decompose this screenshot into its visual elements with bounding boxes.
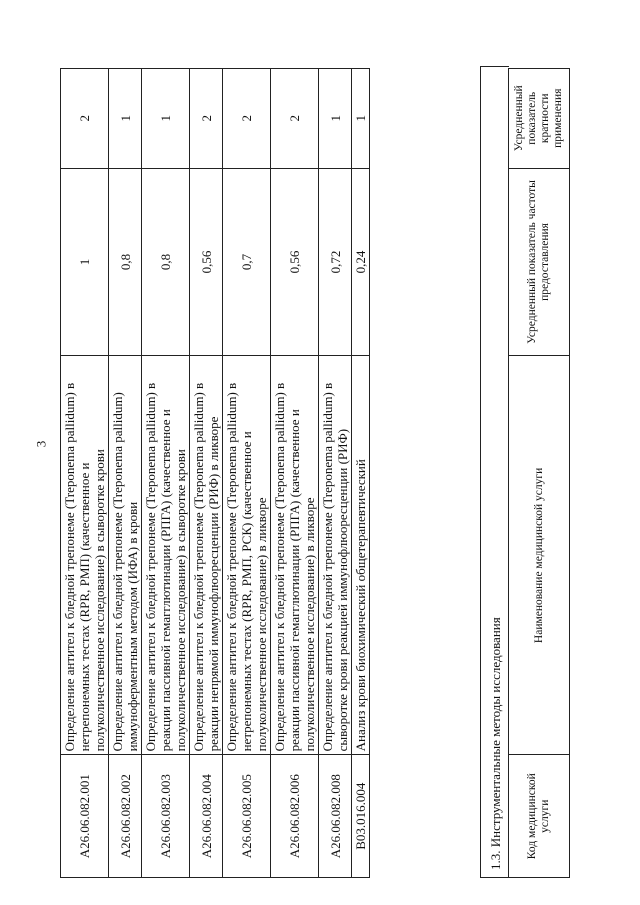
service-code: A26.06.082.008 xyxy=(319,755,352,878)
multiplicity-value: 2 xyxy=(61,69,109,169)
column-header-name: Наименование медицинской услуги xyxy=(509,356,570,755)
service-code: A26.06.082.005 xyxy=(223,755,271,878)
service-code: A26.06.082.003 xyxy=(142,755,190,878)
rotated-page-content xyxy=(40,58,600,878)
section-title: 1.3. Инструментальные методы исследования xyxy=(488,617,503,870)
table-row xyxy=(352,69,370,878)
multiplicity-value: 2 xyxy=(271,69,319,169)
service-name: Определение антител к бледной трепонеме (Treponema pallidum) в реакции непрямой иммунофлюоресценции (РИФ) в ликворе xyxy=(190,356,223,755)
service-code: B03.016.004 xyxy=(352,755,370,878)
frequency-value: 0,7 xyxy=(223,168,271,356)
frequency-value: 0,56 xyxy=(271,168,319,356)
table-row xyxy=(142,69,190,878)
multiplicity-value: 1 xyxy=(319,69,352,169)
frequency-value: 0,56 xyxy=(190,168,223,356)
table-row xyxy=(319,69,352,878)
service-name: Определение антител к бледной трепонеме (Treponema pallidum) в сыворотке крови реакцией иммунофлюоресценции (РИФ) xyxy=(319,356,352,755)
table-row xyxy=(271,69,319,878)
frequency-value: 0,24 xyxy=(352,168,370,356)
service-name: Определение антител к бледной трепонеме (Treponema pallidum) в реакции пассивной гемагглютинации (РПГА) (качественное и полуколичественное исследование) в сыворотке крови xyxy=(142,356,190,755)
table-row xyxy=(223,69,271,878)
service-name: Определение антител к бледной трепонеме (Treponema pallidum) в нетрепонемных тестах (RPR, РМП) (качественное и полуколичественное исследование) в сыворотке крови xyxy=(61,356,109,755)
table-row xyxy=(190,69,223,878)
multiplicity-value: 1 xyxy=(142,69,190,169)
frequency-value: 0,72 xyxy=(319,168,352,356)
service-code: A26.06.082.006 xyxy=(271,755,319,878)
service-code: A26.06.082.004 xyxy=(190,755,223,878)
service-name: Определение антител к бледной трепонеме (Treponema pallidum) в нетрепонемных тестах (RPR, РМП, РСК) (качественное и полуколичественное исследование) в ликворе xyxy=(223,356,271,755)
frequency-value: 0,8 xyxy=(142,168,190,356)
instrumental-methods-table xyxy=(508,68,570,878)
column-header-frequency: Усредненный показатель частоты предоставления xyxy=(509,168,570,356)
table-row xyxy=(61,69,109,878)
multiplicity-value: 1 xyxy=(109,69,142,169)
laboratory-services-table xyxy=(60,68,370,878)
table-header-row xyxy=(509,69,570,878)
multiplicity-value: 1 xyxy=(352,69,370,169)
table-row xyxy=(109,69,142,878)
service-name: Анализ крови биохимический общетерапевтический xyxy=(352,356,370,755)
service-name: Определение антител к бледной трепонеме (Treponema pallidum) иммуноферментным методом (ИФА) в крови xyxy=(109,356,142,755)
column-header-multiplicity: Усредненный показатель кратности применения xyxy=(509,69,570,169)
service-name: Определение антител к бледной трепонеме (Treponema pallidum) в реакции пассивной гемагглютинации (РПГА) (качественное и полуколичественное исследование) в ликворе xyxy=(271,356,319,755)
service-code: A26.06.082.001 xyxy=(61,755,109,878)
frequency-value: 1 xyxy=(61,168,109,356)
frequency-value: 0,8 xyxy=(109,168,142,356)
page-number: 3 xyxy=(33,440,49,448)
column-header-code: Код медицинской услуги xyxy=(509,755,570,878)
multiplicity-value: 2 xyxy=(190,69,223,169)
multiplicity-value: 2 xyxy=(223,69,271,169)
service-code: A26.06.082.002 xyxy=(109,755,142,878)
